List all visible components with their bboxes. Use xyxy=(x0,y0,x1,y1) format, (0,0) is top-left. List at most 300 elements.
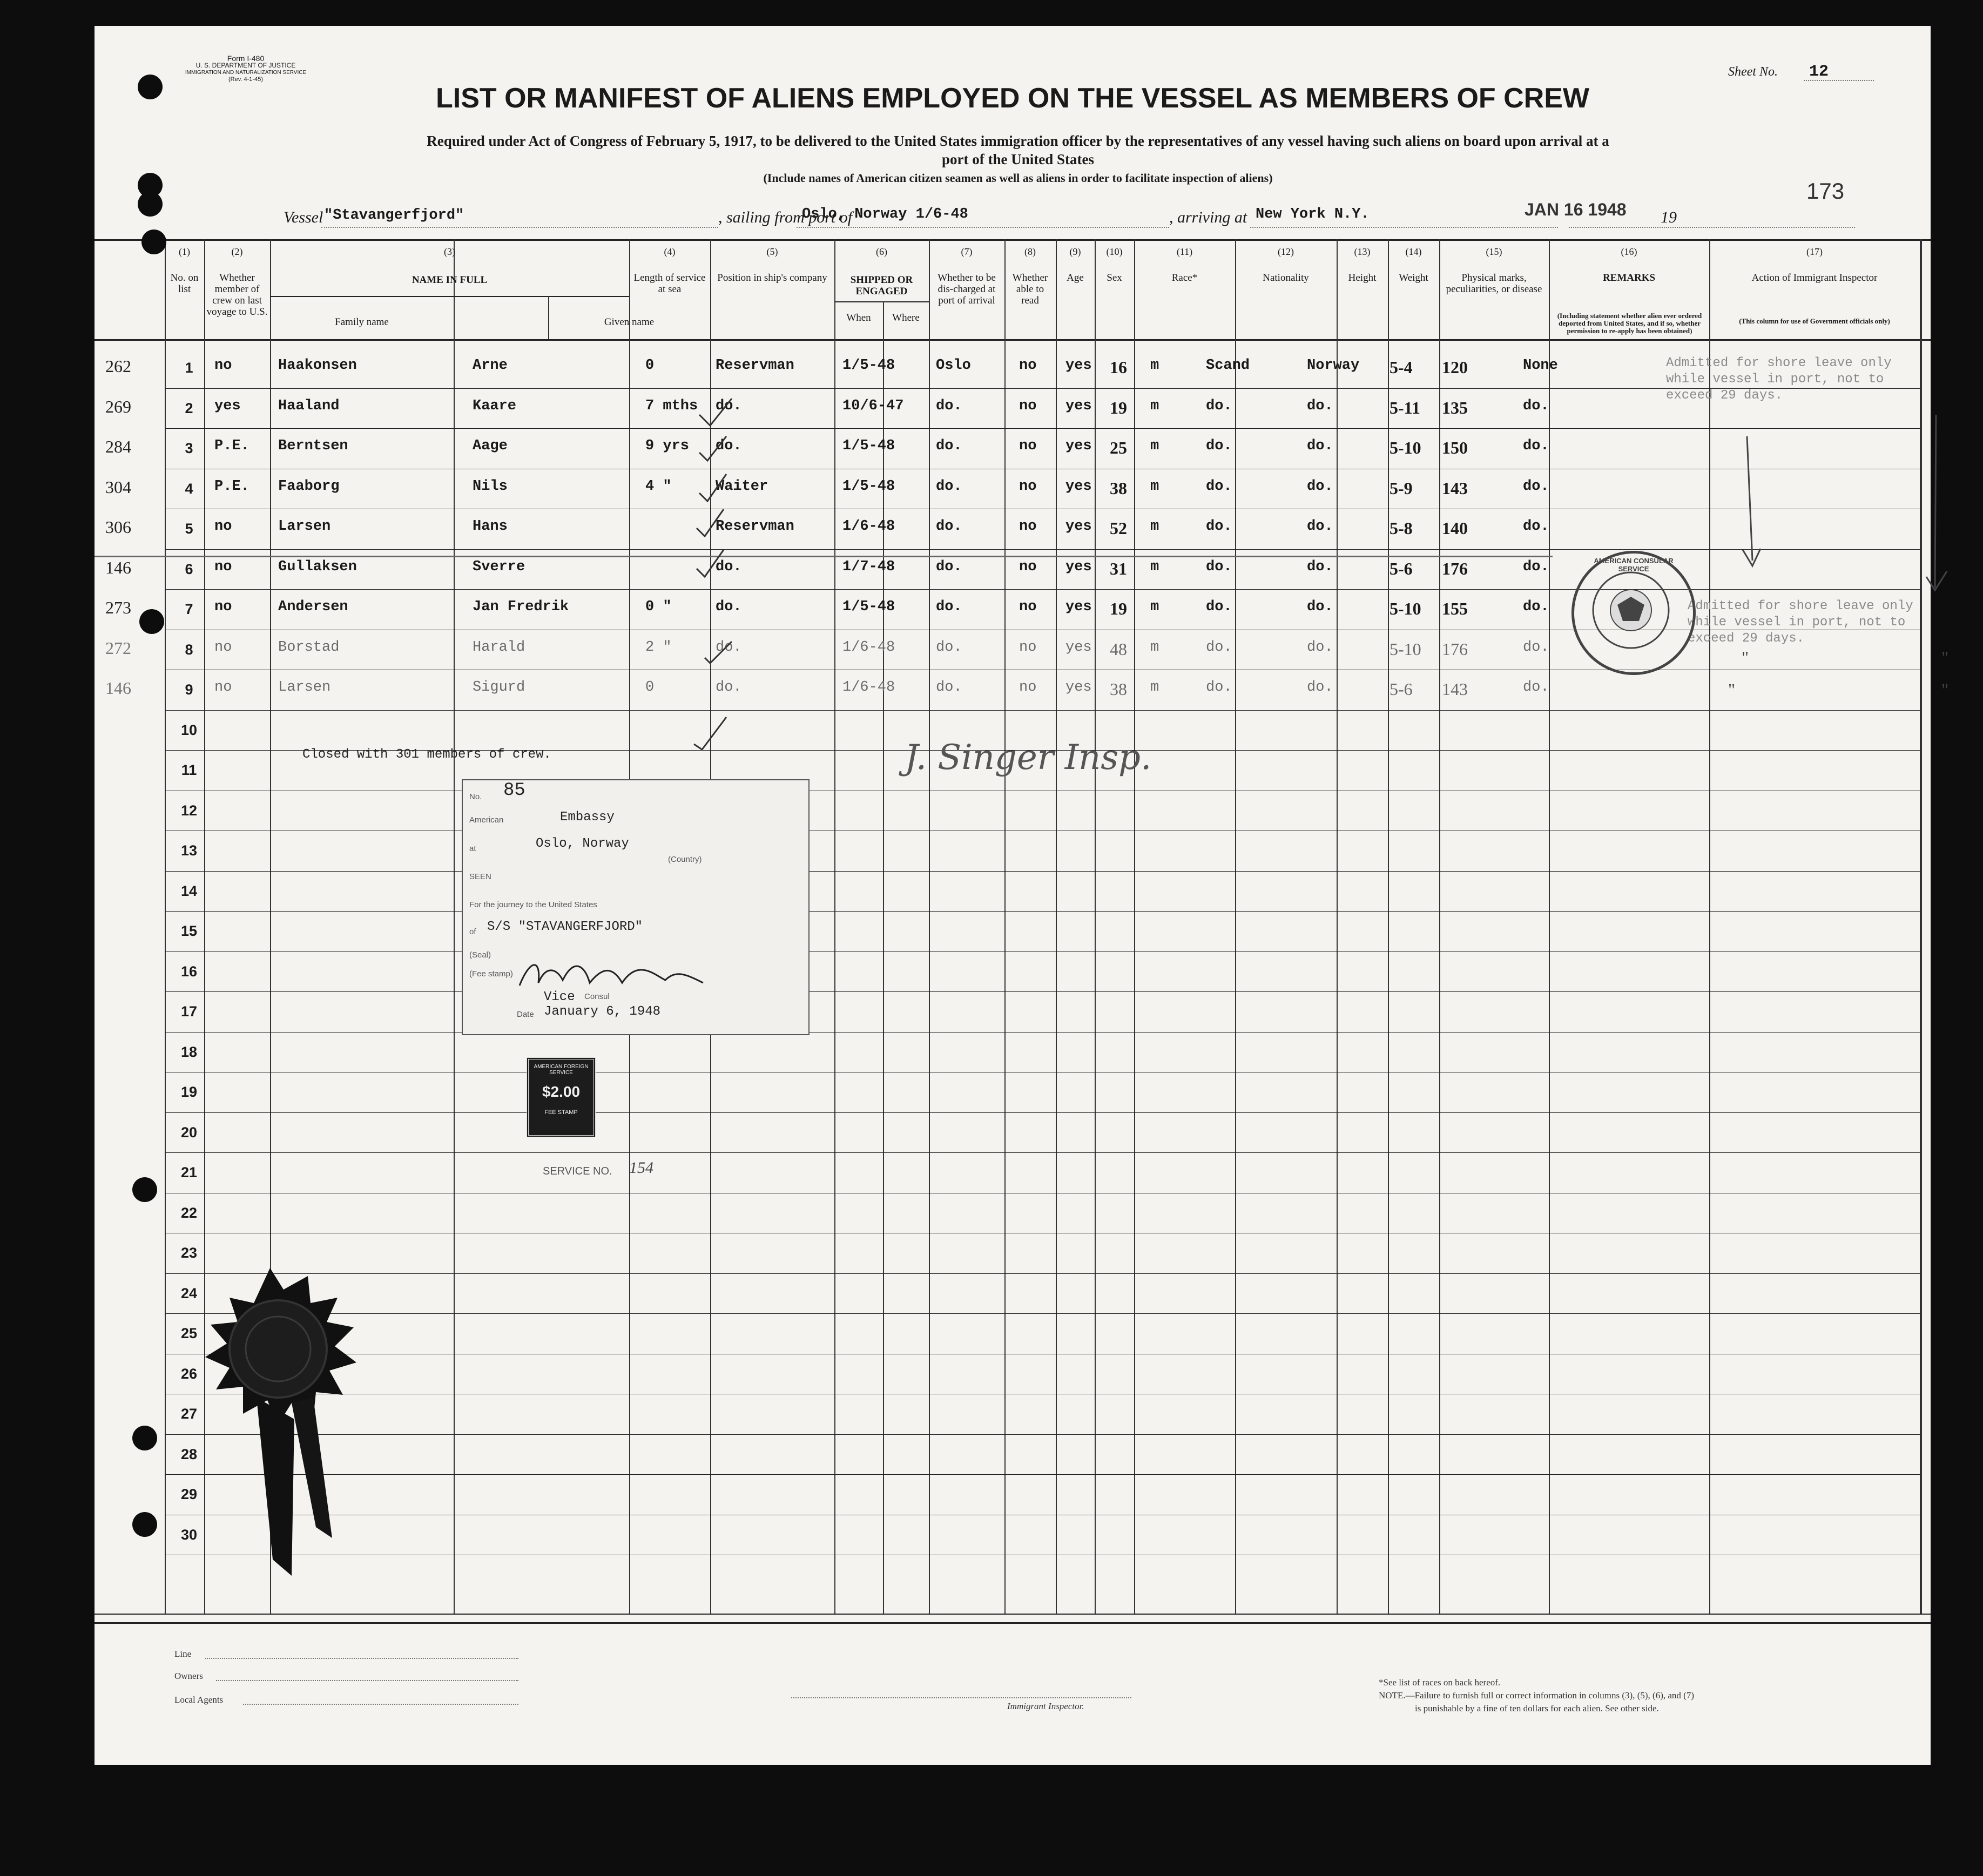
margin-number: 269 xyxy=(105,396,131,416)
stamp-american-label: American xyxy=(469,815,504,825)
grid-line-h xyxy=(165,871,1920,872)
margin-number: 272 xyxy=(105,638,131,658)
cell-marks: None xyxy=(1523,357,1558,374)
cell-nat: do. xyxy=(1307,558,1333,575)
cell-pos: do. xyxy=(716,438,742,454)
cell-given: Kaare xyxy=(473,397,517,414)
cell-dis: no xyxy=(1019,357,1037,374)
cell-age: 19 xyxy=(1110,599,1127,618)
sheet-number: 12 xyxy=(1809,63,1829,81)
cell-given: Jan Fredrik xyxy=(473,599,569,615)
cell-ht: 5-10 xyxy=(1390,599,1421,618)
grid-line-v xyxy=(929,239,930,1614)
grid-line-h xyxy=(165,1112,1920,1113)
cell-last: P.E. xyxy=(214,438,249,454)
inspector-signature: J. Singer Insp. xyxy=(905,738,1152,778)
fee-stamp-top: AMERICAN FOREIGN SERVICE xyxy=(534,1064,589,1076)
subheader-when: When xyxy=(846,312,871,323)
cell-svc: 4 " xyxy=(645,478,672,495)
stamp-fee-label: (Fee stamp) xyxy=(469,969,513,979)
arrow-col17 xyxy=(1935,415,1936,588)
column-number: (2) xyxy=(231,246,243,257)
cell-read: yes xyxy=(1065,397,1092,414)
cell-family: Andersen xyxy=(278,599,348,615)
cell-read: yes xyxy=(1065,518,1092,535)
cell-pos: do. xyxy=(716,639,742,656)
row-number: 23 xyxy=(180,1245,198,1261)
stamp-ship: S/S "STAVANGERFJORD" xyxy=(487,920,643,934)
cell-given: Hans xyxy=(473,518,508,535)
column-number: (14) xyxy=(1405,246,1422,257)
punch-hole xyxy=(138,192,163,217)
grid-line-v xyxy=(1235,239,1236,1614)
cell-nat: do. xyxy=(1307,518,1333,535)
arrowhead-col17 xyxy=(1926,571,1947,590)
cell-race: do. xyxy=(1206,397,1232,414)
cell-sex: m xyxy=(1150,438,1159,454)
punch-hole xyxy=(132,1177,157,1202)
cell-pos: Reservman xyxy=(716,357,794,374)
cell-race: do. xyxy=(1206,478,1232,495)
cell-read: yes xyxy=(1065,438,1092,454)
cell-pos: do. xyxy=(716,599,742,615)
column-header: Height xyxy=(1348,272,1377,284)
stamp-at-label: at xyxy=(469,844,476,853)
column-header: Race* xyxy=(1171,272,1198,284)
punch-hole xyxy=(141,230,166,254)
cell-wt: 135 xyxy=(1442,397,1468,417)
cell-ht: 5-11 xyxy=(1390,397,1420,417)
column-number: (13) xyxy=(1354,246,1371,257)
cell-family: Larsen xyxy=(278,518,331,535)
cell-marks: do. xyxy=(1523,438,1549,454)
cell-sex: m xyxy=(1150,518,1159,535)
row-number: 10 xyxy=(180,721,198,738)
cell-when: 10/6-47 xyxy=(842,397,904,414)
cell-last: no xyxy=(214,639,232,656)
stamp-seal-label: (Seal) xyxy=(469,950,491,960)
cell-marks: do. xyxy=(1523,478,1549,495)
grid-line-h xyxy=(95,1614,1931,1615)
cell-read: yes xyxy=(1065,357,1092,374)
stamp-no: 85 xyxy=(503,780,525,801)
cell-marks: do. xyxy=(1523,639,1549,656)
footer-note-2: is punishable by a fine of ten dollars for each alien. See other side. xyxy=(1415,1703,1659,1713)
cell-dis: no xyxy=(1019,599,1037,615)
form-subtitle-2: port of the United States xyxy=(942,151,1094,167)
row-number: 18 xyxy=(180,1043,198,1060)
cell-ht: 5-6 xyxy=(1390,558,1413,578)
cell-sex: m xyxy=(1150,478,1159,495)
footer-line-label: Line xyxy=(174,1649,192,1659)
form-id: Form I-480 xyxy=(227,54,265,63)
column-header: Action of Immigrant Inspector xyxy=(1751,272,1878,284)
cell-wt: 176 xyxy=(1442,558,1468,578)
cell-sex: m xyxy=(1150,397,1159,414)
cell-svc: 7 mths xyxy=(645,397,698,414)
consul-signature xyxy=(514,953,709,996)
row-number: 7 xyxy=(185,601,193,617)
cell-race: do. xyxy=(1206,679,1232,696)
arriving-port: New York N.Y. xyxy=(1256,206,1370,222)
cell-last: no xyxy=(214,518,232,535)
cell-where: do. xyxy=(936,478,962,495)
cell-age: 16 xyxy=(1110,357,1127,377)
round-stamp-text: AMERICAN CONSULAR SERVICE xyxy=(1594,557,1674,573)
row-number: 27 xyxy=(180,1406,198,1422)
cell-sex: m xyxy=(1150,639,1159,656)
grid-line-v xyxy=(1056,239,1057,1614)
grid-line-v xyxy=(1134,239,1135,1614)
cell-marks: do. xyxy=(1523,558,1549,575)
cell-when: 1/7-48 xyxy=(842,558,895,575)
cell-svc: 0 " xyxy=(645,599,672,615)
column-number: (4) xyxy=(664,246,676,257)
cell-wt: 120 xyxy=(1442,357,1468,377)
column-number: (5) xyxy=(766,246,778,257)
department: U. S. DEPARTMENT OF JUSTICE xyxy=(195,62,296,69)
margin-number: 304 xyxy=(105,477,131,497)
cell-svc: 9 yrs xyxy=(645,438,690,454)
column-header: Sex xyxy=(1107,272,1122,284)
check-marks xyxy=(689,393,775,760)
cell-read: yes xyxy=(1065,679,1092,696)
cell-dis: no xyxy=(1019,518,1037,535)
punch-hole xyxy=(132,1426,157,1450)
ditto-mark-3: " xyxy=(1742,647,1749,667)
cell-when: 1/5-48 xyxy=(842,478,895,495)
service-name: IMMIGRATION AND NATURALIZATION SERVICE xyxy=(185,70,307,76)
cell-age: 38 xyxy=(1110,679,1127,699)
cell-ht: 5-6 xyxy=(1390,679,1413,699)
cell-where: do. xyxy=(936,518,962,535)
row-number: 14 xyxy=(180,882,198,899)
row-number: 24 xyxy=(180,1285,198,1301)
cell-read: yes xyxy=(1065,558,1092,575)
fee-amount: $2.00 xyxy=(542,1083,581,1100)
row-number: 20 xyxy=(180,1124,198,1141)
cell-nat: do. xyxy=(1307,397,1333,414)
cell-marks: do. xyxy=(1523,518,1549,535)
grid-line-h xyxy=(95,239,1931,241)
stamp-seen: SEEN xyxy=(469,872,491,881)
ditto-mark-4: " xyxy=(1941,647,1949,667)
footer-agents-label: Local Agents xyxy=(174,1695,224,1705)
cell-when: 1/6-48 xyxy=(842,639,895,656)
footer-owners-label: Owners xyxy=(174,1671,203,1681)
column-header: Position in ship's company xyxy=(717,272,827,284)
cell-when: 1/5-48 xyxy=(842,599,895,615)
cell-given: Nils xyxy=(473,478,508,495)
cell-nat: Norway xyxy=(1307,357,1360,374)
fee-stamp-bottom: FEE STAMP xyxy=(544,1109,578,1116)
cell-family: Berntsen xyxy=(278,438,348,454)
cell-pos: Reservman xyxy=(716,518,794,535)
margin-number: 273 xyxy=(105,598,131,617)
row-number: 9 xyxy=(185,681,193,698)
grid-line-h xyxy=(165,1434,1920,1435)
cell-when: 1/5-48 xyxy=(842,438,895,454)
cell-read: yes xyxy=(1065,478,1092,495)
column-header: NAME IN FULL xyxy=(412,274,488,286)
row-number: 12 xyxy=(180,802,198,819)
page-stamp: 173 xyxy=(1806,178,1845,204)
cell-race: do. xyxy=(1206,639,1232,656)
row-number: 19 xyxy=(180,1084,198,1100)
subheader-family-name: Family name xyxy=(335,316,389,328)
margin-number: 262 xyxy=(105,356,131,376)
grid-line-h xyxy=(165,1032,1920,1033)
column-number: (6) xyxy=(876,246,887,257)
stamp-date-label: Date xyxy=(517,1010,534,1019)
punch-hole xyxy=(132,1512,157,1537)
column-number: (3) xyxy=(444,246,455,257)
stamp-office: Embassy xyxy=(560,810,615,825)
cell-wt: 155 xyxy=(1442,599,1468,618)
cell-nat: do. xyxy=(1307,438,1333,454)
wax-seal-icon xyxy=(162,1257,389,1581)
column-number: (8) xyxy=(1024,246,1036,257)
margin-number: 284 xyxy=(105,437,131,456)
column-number: (11) xyxy=(1176,246,1193,257)
cell-ht: 5-10 xyxy=(1390,639,1421,659)
cell-age: 48 xyxy=(1110,639,1127,659)
cell-dis: no xyxy=(1019,679,1037,696)
cell-nat: do. xyxy=(1307,639,1333,656)
consular-visa-stamp xyxy=(462,779,810,1035)
manifest-sheet xyxy=(95,26,1949,1765)
cell-when: 1/6-48 xyxy=(842,518,895,535)
column-header: Whether to be dis-charged at port of arrival xyxy=(937,272,996,306)
row-number: 30 xyxy=(180,1526,198,1543)
remarks-admitted-2: Admitted for shore leave only while vessel in port, not to exceed 29 days. xyxy=(1688,599,1913,646)
closing-note: Closed with 301 members of crew. xyxy=(302,747,551,762)
row-number: 1 xyxy=(185,360,193,376)
cell-marks: do. xyxy=(1523,599,1549,615)
subheader-where: Where xyxy=(892,312,920,323)
row-number: 11 xyxy=(181,762,197,778)
strikethrough-row-6 xyxy=(95,556,1553,557)
cell-where: do. xyxy=(936,558,962,575)
cell-dis: no xyxy=(1019,438,1037,454)
stamp-journey: For the journey to the United States xyxy=(469,900,597,909)
row-number: 3 xyxy=(185,440,193,456)
cell-where: do. xyxy=(936,639,962,656)
row-number: 25 xyxy=(180,1325,198,1341)
grid-line-h xyxy=(95,339,1931,341)
cell-pos: do. xyxy=(716,397,742,414)
column-header: Whether able to read xyxy=(1012,272,1048,306)
cell-family: Borstad xyxy=(278,639,340,656)
cell-sex: m xyxy=(1150,558,1159,575)
stamp-no-label: No. xyxy=(469,792,482,801)
cell-when: 1/6-48 xyxy=(842,679,895,696)
cell-pos: do. xyxy=(716,558,742,575)
grid-line-h xyxy=(165,1474,1920,1475)
grid-line-h xyxy=(165,1152,1920,1153)
cell-wt: 140 xyxy=(1442,518,1468,538)
arrow-col16 xyxy=(1747,436,1752,561)
grid-line-h xyxy=(165,911,1920,912)
row-number: 21 xyxy=(180,1164,198,1180)
column-number: (1) xyxy=(179,246,190,257)
column-header: Weight xyxy=(1399,272,1428,284)
margin-number: 306 xyxy=(105,517,131,537)
sheet-label: Sheet No. xyxy=(1728,65,1778,79)
cell-where: do. xyxy=(936,397,962,414)
arrival-date-stamp: JAN 16 1948 xyxy=(1525,200,1627,219)
cell-given: Arne xyxy=(473,357,508,374)
ditto-mark-1: " xyxy=(1728,680,1736,699)
grid-line-v xyxy=(1439,239,1440,1614)
cell-where: do. xyxy=(936,438,962,454)
grid-line-v xyxy=(834,239,835,1614)
row-number: 29 xyxy=(180,1486,198,1502)
column-header: Whether member of crew on last voyage to U.S. xyxy=(206,272,268,318)
cell-age: 52 xyxy=(1110,518,1127,538)
row-number: 2 xyxy=(185,400,193,416)
cell-sex: m xyxy=(1150,599,1159,615)
grid-line-h xyxy=(165,1273,1920,1274)
footer-inspector-label: Immigrant Inspector. xyxy=(1007,1701,1084,1711)
row-number: 8 xyxy=(185,641,193,658)
cell-when: 1/5-48 xyxy=(842,357,895,374)
year-label: 19 xyxy=(1661,208,1677,226)
cell-family: Haakonsen xyxy=(278,357,357,374)
stamp-country-label: (Country) xyxy=(668,855,702,864)
column-number: (7) xyxy=(961,246,973,257)
cell-nat: do. xyxy=(1307,478,1333,495)
column-header: SHIPPED OR ENGAGED xyxy=(850,274,913,297)
row-number: 6 xyxy=(185,561,193,577)
footer-races-note: *See list of races on back hereof. xyxy=(1379,1677,1501,1688)
form-id-block xyxy=(165,55,327,83)
cell-last: no xyxy=(214,679,232,696)
column-header: Age xyxy=(1067,272,1084,284)
vessel-name: "Stavangerfjord" xyxy=(324,207,464,224)
cell-last: yes xyxy=(214,397,241,414)
cell-where: Oslo xyxy=(936,357,971,374)
grid-line-v xyxy=(883,301,884,1614)
cell-ht: 5-9 xyxy=(1390,478,1413,498)
cell-sex: m xyxy=(1150,357,1159,374)
cell-svc: 0 xyxy=(645,679,655,696)
cell-given: Sigurd xyxy=(473,679,525,696)
cell-wt: 150 xyxy=(1442,438,1468,457)
service-label: SERVICE NO. xyxy=(543,1165,612,1177)
cell-race: do. xyxy=(1206,558,1232,575)
grid-line-v xyxy=(454,239,455,1614)
cell-marks: do. xyxy=(1523,679,1549,696)
column-number: (12) xyxy=(1278,246,1294,257)
stamp-consul-label: Consul xyxy=(584,992,610,1001)
cell-pos: do. xyxy=(716,679,742,696)
grid-line-h xyxy=(834,301,929,302)
cell-given: Aage xyxy=(473,438,508,454)
column-number: (15) xyxy=(1486,246,1502,257)
form-subtitle-1: Required under Act of Congress of February 5, 1917, to be delivered to the United States immigration officer by the representatives of any vessel having such aliens on board upon arrival at a xyxy=(427,133,1609,149)
column-number: (16) xyxy=(1621,246,1637,257)
punch-hole xyxy=(138,75,163,99)
cell-given: Harald xyxy=(473,639,525,656)
row-number: 13 xyxy=(180,842,198,859)
cell-ht: 5-4 xyxy=(1390,357,1413,377)
cell-nat: do. xyxy=(1307,599,1333,615)
stamp-date: January 6, 1948 xyxy=(544,1004,661,1019)
cell-read: yes xyxy=(1065,599,1092,615)
cell-ht: 5-8 xyxy=(1390,518,1413,538)
cell-given: Sverre xyxy=(473,558,525,575)
cell-ht: 5-10 xyxy=(1390,438,1421,457)
grid-line-v xyxy=(1337,239,1338,1614)
cell-dis: no xyxy=(1019,397,1037,414)
remarks-admitted-1: Admitted for shore leave only while vessel in port, not to exceed 29 days. xyxy=(1666,356,1892,403)
column-number: (10) xyxy=(1106,246,1123,257)
stamp-of-label: of xyxy=(469,927,476,936)
cell-family: Gullaksen xyxy=(278,558,357,575)
grid-line-h xyxy=(270,296,629,297)
stamp-officer-title: Vice xyxy=(544,990,575,1004)
row-number: 26 xyxy=(180,1365,198,1382)
cell-dis: no xyxy=(1019,558,1037,575)
cell-dis: no xyxy=(1019,478,1037,495)
column-header: Nationality xyxy=(1263,272,1309,284)
cell-wt: 176 xyxy=(1442,639,1468,659)
cell-family: Faaborg xyxy=(278,478,340,495)
cell-age: 31 xyxy=(1110,558,1127,578)
column-number: (9) xyxy=(1069,246,1081,257)
cell-last: no xyxy=(214,357,232,374)
footer-note-1: NOTE.—Failure to furnish full or correct information in columns (3), (5), (6), and (7) xyxy=(1379,1690,1694,1700)
column-header: No. on list xyxy=(170,272,199,295)
cell-race: do. xyxy=(1206,438,1232,454)
cell-last: no xyxy=(214,558,232,575)
arriving-label: , arriving at xyxy=(1169,208,1247,226)
column-header: Physical marks, peculiarities, or disease xyxy=(1446,272,1542,295)
cell-pos: Waiter xyxy=(716,478,768,495)
cell-dis: no xyxy=(1019,639,1037,656)
cell-age: 25 xyxy=(1110,438,1127,457)
cell-race: do. xyxy=(1206,518,1232,535)
fee-stamp xyxy=(527,1057,596,1137)
form-subtitle-3: (Include names of American citizen seamen as well as aliens in order to facilitate inspection of aliens) xyxy=(763,171,1273,185)
row-number: 17 xyxy=(180,1003,198,1020)
sailing-label: , sailing from port of xyxy=(718,208,853,226)
cell-last: no xyxy=(214,599,232,615)
cell-race: Scand xyxy=(1206,357,1250,374)
grid-line-h xyxy=(165,1313,1920,1314)
remarks-note: (Including statement whether alien ever ordered deported from United States, and if so, whether permission to re-apply has been obtained) xyxy=(1557,312,1702,335)
column-header: REMARKS xyxy=(1602,272,1656,284)
row-number: 5 xyxy=(185,521,193,537)
round-consular-stamp xyxy=(1571,551,1696,675)
column-header: Length of service at sea xyxy=(633,272,706,295)
cell-family: Larsen xyxy=(278,679,331,696)
cell-nat: do. xyxy=(1307,679,1333,696)
cell-marks: do. xyxy=(1523,397,1549,414)
cell-sex: m xyxy=(1150,679,1159,696)
grid-line-v xyxy=(1004,239,1006,1614)
subheader-given-name: Given name xyxy=(604,316,655,328)
grid-line-v xyxy=(1388,239,1389,1614)
sailing-port: Oslo, Norway 1/6-48 xyxy=(802,206,968,222)
cell-age: 38 xyxy=(1110,478,1127,498)
column-number: (17) xyxy=(1806,246,1823,257)
service-number: 154 xyxy=(629,1159,653,1177)
cell-wt: 143 xyxy=(1442,679,1468,699)
punch-hole xyxy=(139,609,164,634)
row-number: 22 xyxy=(180,1204,198,1221)
